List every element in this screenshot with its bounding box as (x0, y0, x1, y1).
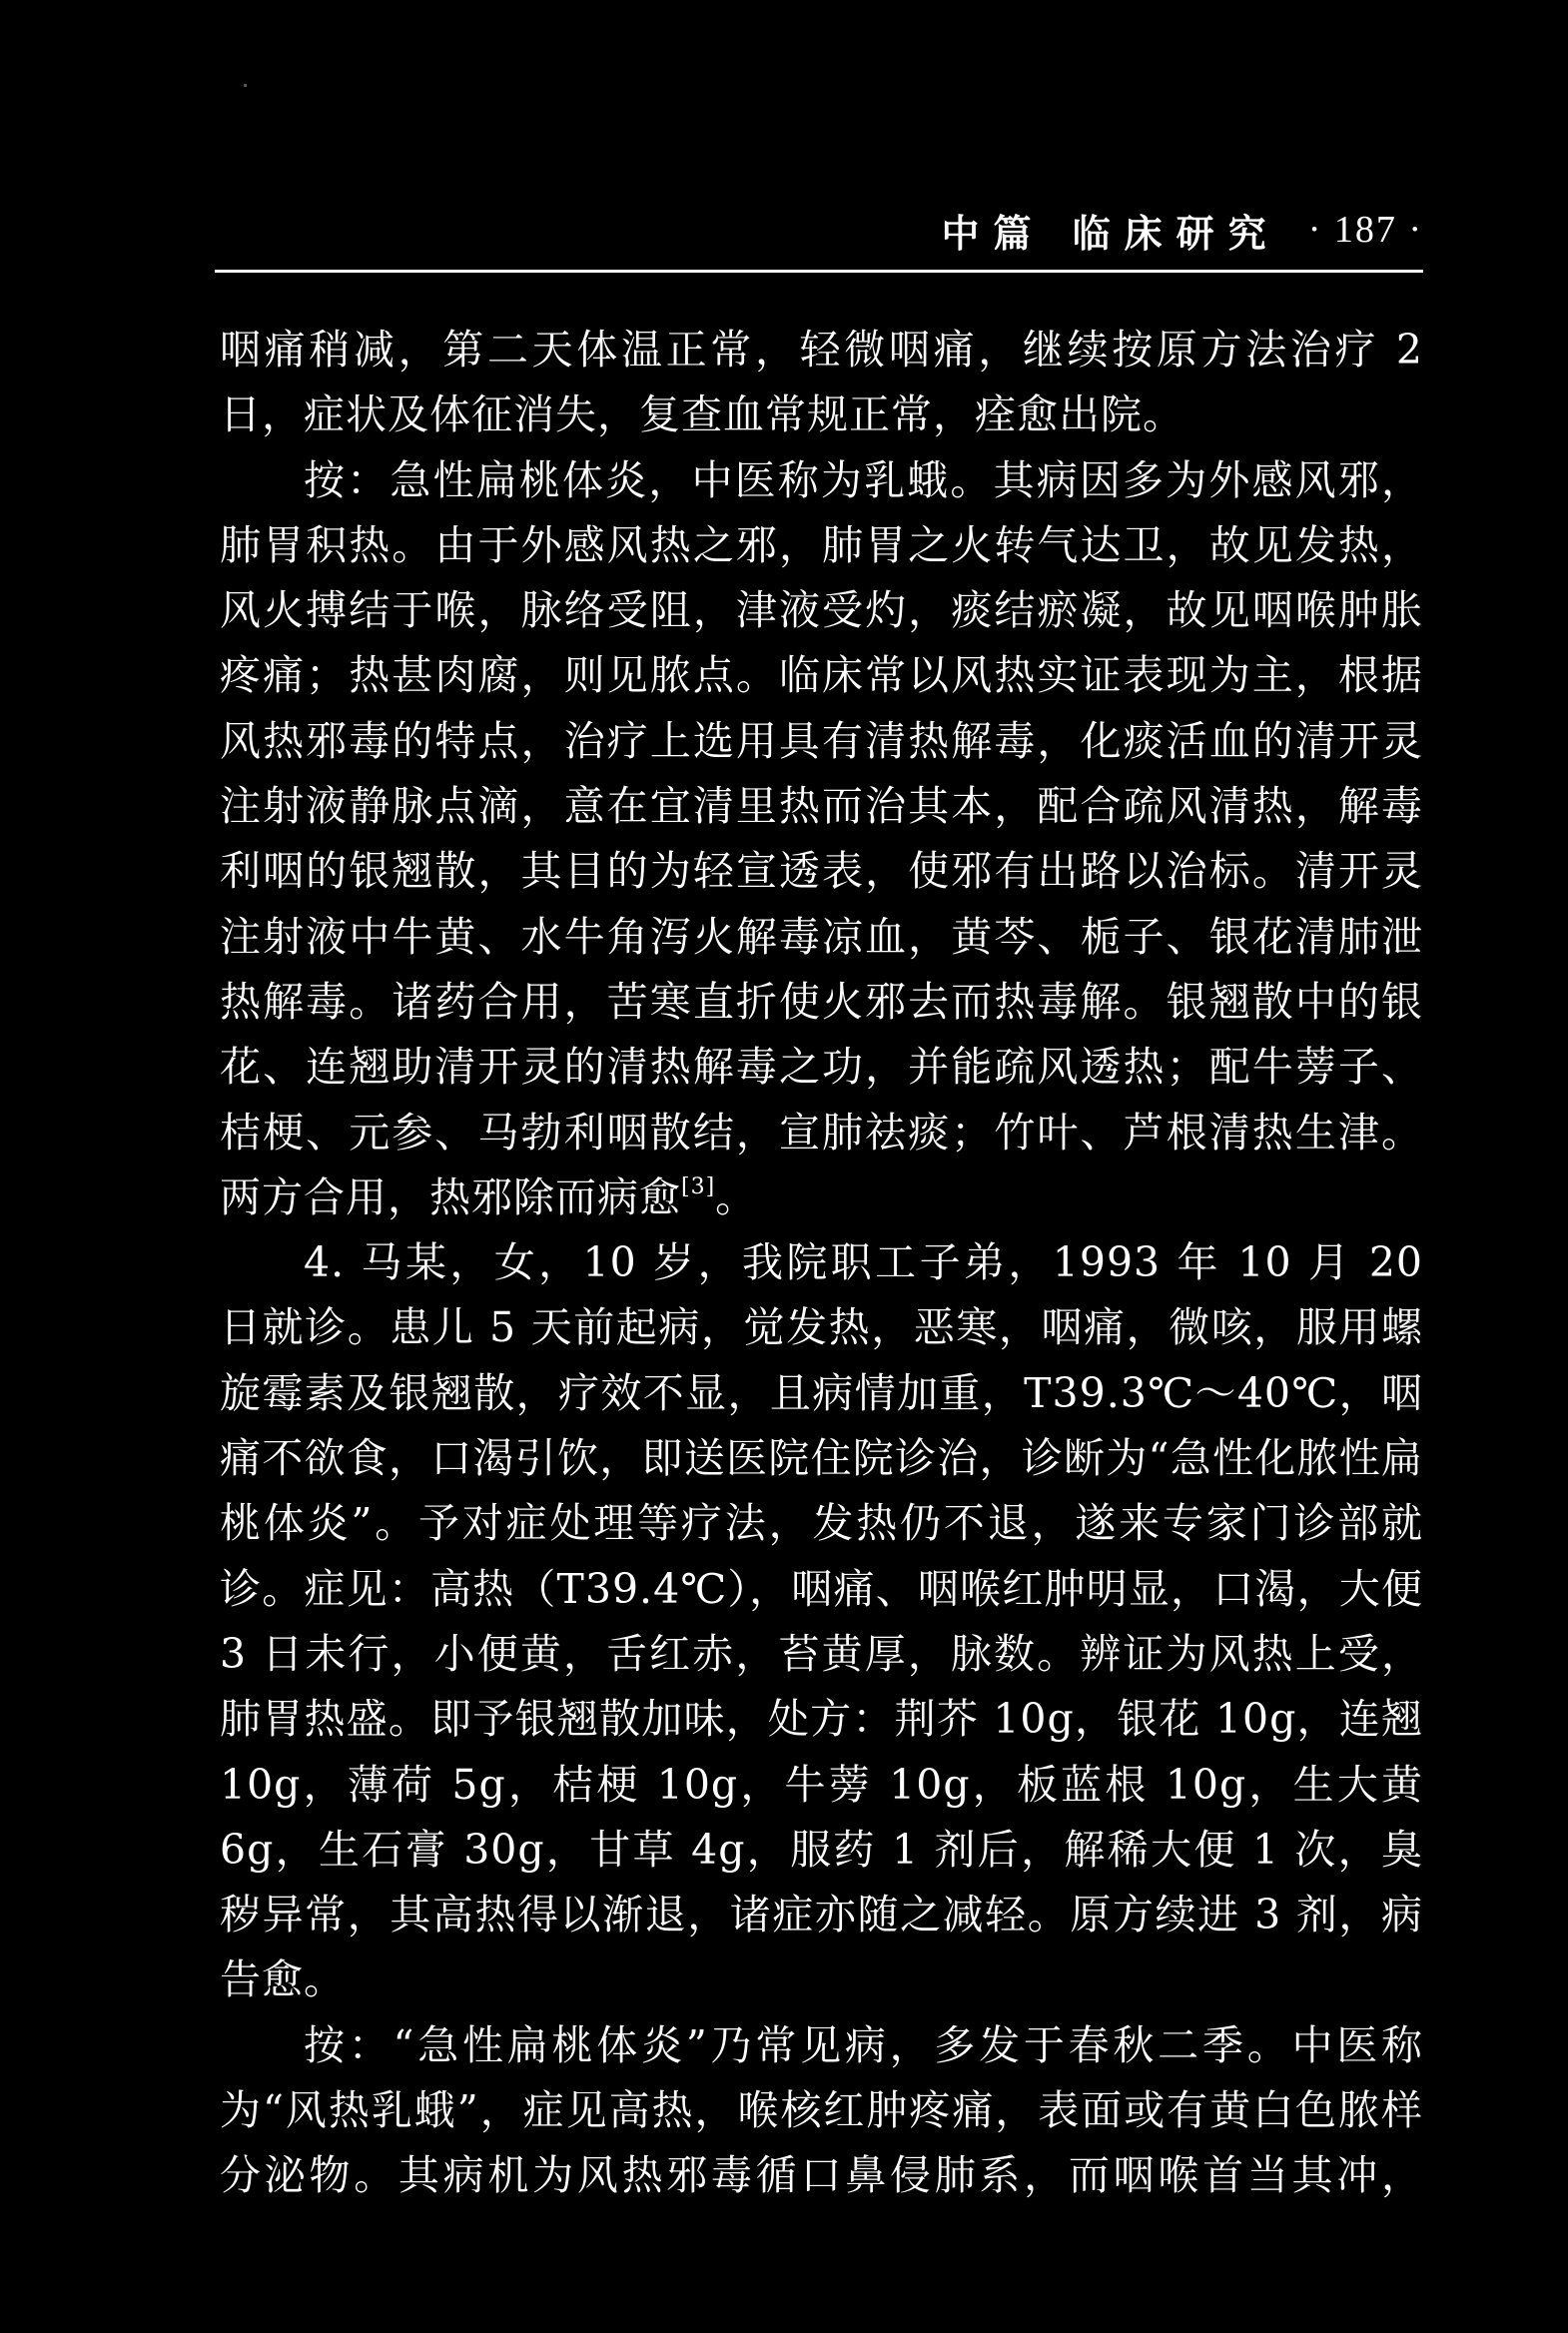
paragraph-3-text: 4. 马某，女，10 岁，我院职工子弟，1993 年 10 月 20 日就诊。患儿 5 天前起病，觉发热，恶寒，咽痛，微咳，服用螺旋霉素及银翘散，疗效不显，且病情加重，T39.3℃～40℃，咽痛不欲食，口渴引饮，即送医院住院诊治，诊断为“急性化脓性扁桃体炎”。予对症处理等疗法，发热仍不退，遂来专家门诊部就诊。症见：高热（T39.4℃），咽痛、咽喉红肿明显，口渴，大便 3 日未行，小便黄，舌红赤，苔黄厚，脉数。辨证为风热上受，肺胃热盛。即予银翘散加味，处方：荆芥 10g，银花 10g，连翘 10g，薄荷 5g，桔梗 10g，牛蒡 10g，板蓝根 10g，生大黄 6g，生石膏 30g，甘草 4g，服药 1 剂后，解稀大便 1 次，臭秽异常，其高热得以渐退，诸症亦随之减轻。原方续进 3 剂，病告愈。 (220, 1238, 1423, 2004)
header-title: 中篇 临床研究 (941, 210, 1280, 256)
page-number: · 187 · (1307, 209, 1423, 251)
paragraph-1 (220, 318, 1423, 448)
running-header (215, 205, 1423, 255)
scan-speck (244, 84, 247, 87)
paragraph-2-tail: 。 (715, 1172, 758, 1221)
paragraph-1-text: 咽痛稍减，第二天体温正常，轻微咽痛，继续按原方法治疗 2 日，症状及体征消失，复查血常规正常，痊愈出院。 (220, 326, 1423, 439)
paragraph-4-text: 按：“急性扁桃体炎”乃常见病，多发于春秋二季。中医称为“风热乳蛾”，症见高热，喉核红肿疼痛，表面或有黄白色脓样分泌物。其病机为风热邪毒循口鼻侵肺系，而咽喉首当其冲， (220, 2020, 1423, 2200)
header-rule (215, 270, 1423, 273)
paragraph-2 (220, 448, 1423, 1231)
body-text (220, 318, 1423, 2209)
citation-ref: [3] (681, 1173, 716, 1199)
paragraph-4 (220, 2013, 1423, 2209)
paragraph-2-text: 按：急性扁桃体炎，中医称为乳蛾。其病因多为外感风邪，肺胃积热。由于外感风热之邪，肺胃之火转气达卫，故见发热，风火搏结于喉，脉络受阻，津液受灼，痰结瘀凝，故见咽喉肿胀疼痛；热甚肉腐，则见脓点。临床常以风热实证表现为主，根据风热邪毒的特点，治疗上选用具有清热解毒，化痰活血的清开灵注射液静脉点滴，意在宜清里热而治其本，配合疏风清热，解毒利咽的银翘散，其目的为轻宣透表，使邪有出路以治标。清开灵注射液中牛黄、水牛角泻火解毒凉血，黄芩、栀子、银花清肺泄热解毒。诸药合用，苦寒直折使火邪去而热毒解。银翘散中的银花、连翘助清开灵的清热解毒之功，并能疏风透热；配牛蒡子、桔梗、元参、马勃利咽散结，宣肺祛痰；竹叶、芦根清热生津。两方合用，热邪除而病愈 (220, 455, 1423, 1221)
paragraph-3 (220, 1230, 1423, 2013)
